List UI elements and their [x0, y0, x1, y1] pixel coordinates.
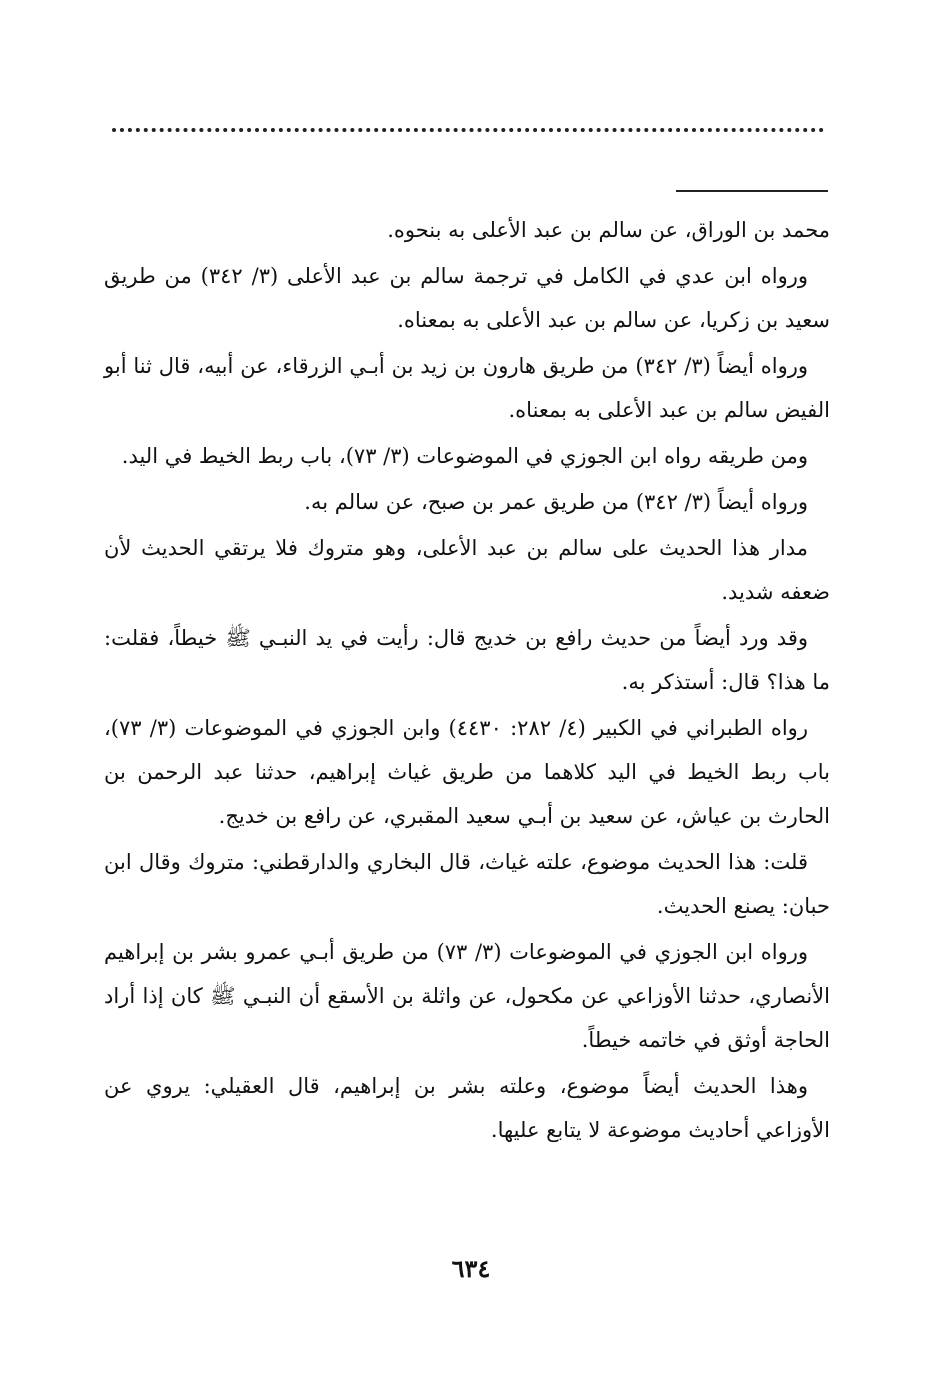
paragraph: محمد بن الوراق، عن سالم بن عبد الأعلى به بنحوه.: [387, 218, 830, 242]
paragraph: ومن طريقه رواه ابن الجوزي في الموضوعات (٣/ ٧٣)، باب ربط الخيط في اليد.: [121, 444, 808, 468]
paragraph: مدار هذا الحديث على سالم بن عبد الأعلى، وهو متروك فلا يرتقي الحديث لأن ضعفه شديد.: [104, 536, 830, 604]
paragraph: ورواه أيضاً (٣/ ٣٤٢) من طريق عمر بن صبح، عن سالم به.: [304, 490, 808, 514]
dotted-separator: [112, 128, 824, 144]
footnote-body: [104, 208, 830, 1154]
paragraph: ورواه أيضاً (٣/ ٣٤٢) من طريق هارون بن زيد بن أبـي الزرقاء، عن أبيه، قال ثنا أبو الفيض سالم بن عبد الأعلى به بمعناه.: [104, 354, 830, 422]
paragraph: ورواه ابن الجوزي في الموضوعات (٣/ ٧٣) من طريق أبـي عمرو بشر بن إبراهيم الأنصاري، حدثنا الأوزاعي عن مكحول، عن واثلة بن الأسقع أن النبـي ﷺ كان إذا أراد الحاجة أوثق في خاتمه خيطاً.: [104, 940, 830, 1052]
paragraph: رواه الطبراني في الكبير (٤/ ٢٨٢: ٤٤٣٠) وابن الجوزي في الموضوعات (٣/ ٧٣)، باب ربط الخيط في اليد كلاهما من طريق غياث إبراهيم، حدثنا عبد الرحمن بن الحارث بن عياش، عن سعيد بن أبـي سعيد المقبري، عن رافع بن خديج.: [104, 716, 830, 828]
paragraph: وقد ورد أيضاً من حديث رافع بن خديج قال: رأيت في يد النبـي ﷺ خيطاً، فقلت: ما هذا؟ قال: أستذكر به.: [104, 626, 830, 694]
footnote-rule: [676, 190, 828, 192]
page-number: ٦٣٤: [451, 1254, 491, 1283]
paragraph: وهذا الحديث أيضاً موضوع، وعلته بشر بن إبراهيم، قال العقيلي: يروي عن الأوزاعي أحاديث موضوعة لا يتابع عليها.: [104, 1074, 830, 1142]
paragraph: قلت: هذا الحديث موضوع، علته غياث، قال البخاري والدارقطني: متروك وقال ابن حبان: يصنع الحديث.: [104, 850, 830, 918]
paragraph: ورواه ابن عدي في الكامل في ترجمة سالم بن عبد الأعلى (٣/ ٣٤٢) من طريق سعيد بن زكريا، عن سالم بن عبد الأعلى به بمعناه.: [104, 264, 830, 332]
